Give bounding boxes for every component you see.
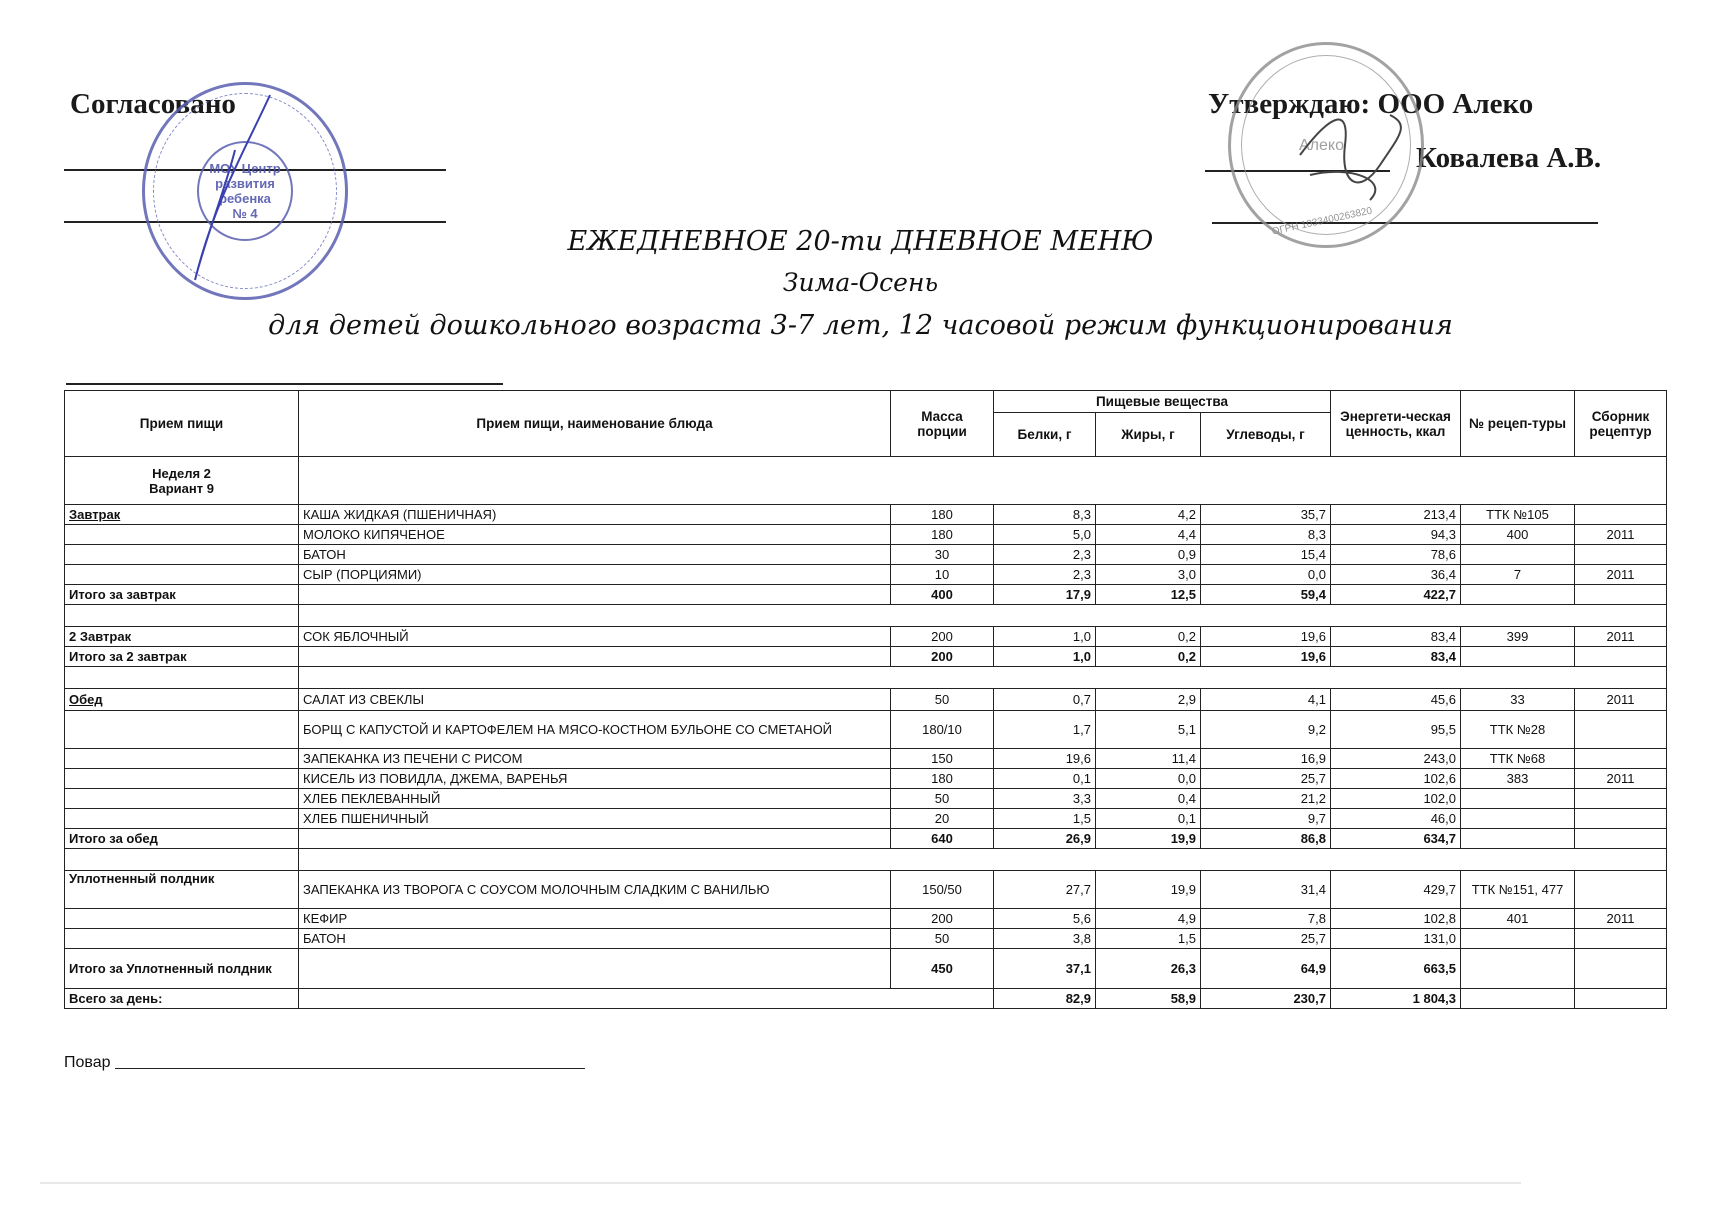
header-protein: Белки, г — [994, 413, 1096, 457]
meal-name: Обед — [65, 689, 299, 711]
subtotal-fat: 0,2 — [1096, 647, 1201, 667]
dish-energy: 429,7 — [1331, 871, 1461, 909]
dish-collection — [1575, 809, 1667, 829]
day-total-energy: 1 804,3 — [1331, 989, 1461, 1009]
dish-name: БАТОН — [299, 929, 891, 949]
meal-cell — [65, 769, 299, 789]
dish-row — [65, 565, 1667, 585]
dish-mass: 50 — [891, 789, 994, 809]
dish-protein: 1,7 — [994, 711, 1096, 749]
meal-cell — [65, 809, 299, 829]
subtotal-carbs: 86,8 — [1201, 829, 1331, 849]
dish-fat: 0,9 — [1096, 545, 1201, 565]
dish-recipe-no: 399 — [1461, 627, 1575, 647]
empty-cell — [1461, 949, 1575, 989]
header-collection: Сборник рецептур — [1575, 391, 1667, 457]
day-total-label: Всего за день: — [65, 989, 299, 1009]
subtotal-energy: 634,7 — [1331, 829, 1461, 849]
dish-mass: 200 — [891, 627, 994, 647]
dish-carbs: 25,7 — [1201, 769, 1331, 789]
dish-row — [65, 769, 1667, 789]
dish-recipe-no: 400 — [1461, 525, 1575, 545]
dish-energy: 45,6 — [1331, 689, 1461, 711]
header-carbs: Углеводы, г — [1201, 413, 1331, 457]
dish-protein: 27,7 — [994, 871, 1096, 909]
empty-cell — [299, 949, 891, 989]
dish-carbs: 35,7 — [1201, 505, 1331, 525]
dish-energy: 102,8 — [1331, 909, 1461, 929]
cook-signature — [64, 1054, 585, 1072]
menu-table — [64, 390, 1667, 1009]
header-fat: Жиры, г — [1096, 413, 1201, 457]
dish-collection — [1575, 789, 1667, 809]
spacer-row — [65, 605, 1667, 627]
empty-cell — [1575, 829, 1667, 849]
dish-protein: 5,6 — [994, 909, 1096, 929]
dish-name: СЫР (ПОРЦИЯМИ) — [299, 565, 891, 585]
empty-cell — [1461, 989, 1575, 1009]
dish-protein: 1,0 — [994, 627, 1096, 647]
dish-name: СОК ЯБЛОЧНЫЙ — [299, 627, 891, 647]
dish-collection — [1575, 929, 1667, 949]
dish-name: ХЛЕБ ПШЕНИЧНЫЙ — [299, 809, 891, 829]
dish-collection: 2011 — [1575, 627, 1667, 647]
dish-name: КЕФИР — [299, 909, 891, 929]
agreed-label: Согласовано — [70, 88, 236, 120]
dish-carbs: 4,1 — [1201, 689, 1331, 711]
subtotal-row — [65, 829, 1667, 849]
day-total-carbs: 230,7 — [1201, 989, 1331, 1009]
dish-collection: 2011 — [1575, 525, 1667, 545]
meal-cell — [65, 525, 299, 545]
divider — [66, 383, 503, 385]
dish-collection: 2011 — [1575, 769, 1667, 789]
empty-cell — [299, 585, 891, 605]
subtotal-mass: 450 — [891, 949, 994, 989]
audience-subtitle: для детей дошкольного возраста 3-7 лет, 12 часовой режим функционирования — [268, 310, 1453, 341]
dish-recipe-no: ТТК №68 — [1461, 749, 1575, 769]
subtotal-carbs: 19,6 — [1201, 647, 1331, 667]
subtotal-row — [65, 585, 1667, 605]
approver-name: Ковалева А.В. — [1416, 142, 1602, 174]
dish-carbs: 15,4 — [1201, 545, 1331, 565]
subtotal-fat: 26,3 — [1096, 949, 1201, 989]
dish-row — [65, 505, 1667, 525]
approve-label: Утверждаю: ООО Алеко — [1208, 88, 1534, 120]
meal-cell — [65, 545, 299, 565]
stamp-line: развития ребенка — [215, 176, 275, 206]
dish-collection — [1575, 545, 1667, 565]
empty-cell — [299, 647, 891, 667]
dish-row — [65, 749, 1667, 769]
empty-cell — [1461, 585, 1575, 605]
dish-carbs: 21,2 — [1201, 789, 1331, 809]
dish-mass: 50 — [891, 689, 994, 711]
dish-carbs: 16,9 — [1201, 749, 1331, 769]
dish-collection: 2011 — [1575, 689, 1667, 711]
header-meal: Прием пищи — [65, 391, 299, 457]
dish-protein: 1,5 — [994, 809, 1096, 829]
empty-cell — [65, 605, 299, 627]
dish-name: БОРЩ С КАПУСТОЙ И КАРТОФЕЛЕМ НА МЯСО-КОСТНОМ БУЛЬОНЕ СО СМЕТАНОЙ — [299, 711, 891, 749]
dish-recipe-no — [1461, 545, 1575, 565]
dish-protein: 0,7 — [994, 689, 1096, 711]
dish-energy: 213,4 — [1331, 505, 1461, 525]
spacer-row — [65, 667, 1667, 689]
empty-cell — [65, 849, 299, 871]
dish-fat: 5,1 — [1096, 711, 1201, 749]
dish-carbs: 19,6 — [1201, 627, 1331, 647]
meal-name: Уплотненный полдник — [65, 871, 299, 909]
dish-energy: 94,3 — [1331, 525, 1461, 545]
subtotal-protein: 17,9 — [994, 585, 1096, 605]
dish-fat: 11,4 — [1096, 749, 1201, 769]
empty-cell — [1575, 585, 1667, 605]
dish-mass: 30 — [891, 545, 994, 565]
empty-cell — [299, 605, 1667, 627]
dish-carbs: 31,4 — [1201, 871, 1331, 909]
header-energy: Энергети-ческая ценность, ккал — [1331, 391, 1461, 457]
dish-row — [65, 711, 1667, 749]
dish-fat: 4,2 — [1096, 505, 1201, 525]
dish-protein: 3,3 — [994, 789, 1096, 809]
stamp-ogrn: ОГРН 1033400263820 — [1270, 205, 1374, 238]
dish-recipe-no: ТТК №151, 477 — [1461, 871, 1575, 909]
subtotal-energy: 422,7 — [1331, 585, 1461, 605]
subtotal-protein: 26,9 — [994, 829, 1096, 849]
dish-protein: 2,3 — [994, 545, 1096, 565]
subtotal-carbs: 59,4 — [1201, 585, 1331, 605]
meal-cell — [65, 929, 299, 949]
subtotal-mass: 640 — [891, 829, 994, 849]
empty-cell — [1461, 829, 1575, 849]
dish-carbs: 8,3 — [1201, 525, 1331, 545]
empty-cell — [299, 667, 1667, 689]
dish-fat: 4,4 — [1096, 525, 1201, 545]
signature-right-icon — [1290, 95, 1420, 205]
dish-recipe-no: 7 — [1461, 565, 1575, 585]
subtotal-row — [65, 949, 1667, 989]
dish-mass: 180 — [891, 525, 994, 545]
dish-recipe-no — [1461, 789, 1575, 809]
dish-carbs: 25,7 — [1201, 929, 1331, 949]
dish-mass: 180 — [891, 505, 994, 525]
dish-name: ЗАПЕКАНКА ИЗ ТВОРОГА С СОУСОМ МОЛОЧНЫМ СЛАДКИМ С ВАНИЛЬЮ — [299, 871, 891, 909]
dish-recipe-no — [1461, 809, 1575, 829]
subtotal-fat: 19,9 — [1096, 829, 1201, 849]
dish-collection — [1575, 871, 1667, 909]
dish-row — [65, 689, 1667, 711]
dish-collection — [1575, 505, 1667, 525]
subtotal-mass: 400 — [891, 585, 994, 605]
dish-name: ЗАПЕКАНКА ИЗ ПЕЧЕНИ С РИСОМ — [299, 749, 891, 769]
header-recipe-no: № рецеп-туры — [1461, 391, 1575, 457]
dish-mass: 20 — [891, 809, 994, 829]
subtotal-energy: 83,4 — [1331, 647, 1461, 667]
dish-fat: 1,5 — [1096, 929, 1201, 949]
subtotal-protein: 1,0 — [994, 647, 1096, 667]
empty-cell — [299, 457, 1667, 505]
subtotal-label: Итого за 2 завтрак — [65, 647, 299, 667]
signature-left-icon — [175, 90, 285, 290]
day-total-fat: 58,9 — [1096, 989, 1201, 1009]
stamp-line: МОУ Центр — [209, 161, 281, 176]
dish-row — [65, 871, 1667, 909]
subtotal-row — [65, 647, 1667, 667]
meal-cell — [65, 749, 299, 769]
dish-mass: 150/50 — [891, 871, 994, 909]
dish-energy: 131,0 — [1331, 929, 1461, 949]
dish-name: БАТОН — [299, 545, 891, 565]
dish-fat: 4,9 — [1096, 909, 1201, 929]
week-row — [65, 457, 1667, 505]
subtotal-label: Итого за завтрак — [65, 585, 299, 605]
dish-carbs: 9,7 — [1201, 809, 1331, 829]
dish-protein: 2,3 — [994, 565, 1096, 585]
dish-mass: 180/10 — [891, 711, 994, 749]
subtotal-label: Итого за обед — [65, 829, 299, 849]
empty-cell — [1575, 989, 1667, 1009]
season-title: Зима-Осень — [782, 268, 939, 297]
dish-recipe-no: 401 — [1461, 909, 1575, 929]
dish-energy: 83,4 — [1331, 627, 1461, 647]
empty-cell — [299, 989, 994, 1009]
meal-cell — [65, 565, 299, 585]
dish-fat: 0,4 — [1096, 789, 1201, 809]
dish-protein: 3,8 — [994, 929, 1096, 949]
day-total-protein: 82,9 — [994, 989, 1096, 1009]
meal-name: 2 Завтрак — [65, 627, 299, 647]
dish-fat: 3,0 — [1096, 565, 1201, 585]
dish-energy: 36,4 — [1331, 565, 1461, 585]
dish-fat: 0,2 — [1096, 627, 1201, 647]
dish-mass: 180 — [891, 769, 994, 789]
dish-energy: 243,0 — [1331, 749, 1461, 769]
stamp-line: № 4 — [232, 206, 258, 221]
subtotal-protein: 37,1 — [994, 949, 1096, 989]
dish-name: ХЛЕБ ПЕКЛЕВАННЫЙ — [299, 789, 891, 809]
spacer-row — [65, 849, 1667, 871]
dish-energy: 102,6 — [1331, 769, 1461, 789]
meal-cell — [65, 711, 299, 749]
dish-recipe-no: 383 — [1461, 769, 1575, 789]
dish-mass: 200 — [891, 909, 994, 929]
header-nutrients: Пищевые вещества — [994, 391, 1331, 413]
document-title: ЕЖЕДНЕВНОЕ 20-ти ДНЕВНОЕ МЕНЮ — [567, 226, 1154, 257]
empty-cell — [299, 829, 891, 849]
dish-recipe-no: ТТК №28 — [1461, 711, 1575, 749]
dish-mass: 10 — [891, 565, 994, 585]
dish-fat: 0,0 — [1096, 769, 1201, 789]
dish-row — [65, 545, 1667, 565]
dish-protein: 0,1 — [994, 769, 1096, 789]
dish-row — [65, 909, 1667, 929]
dish-row — [65, 929, 1667, 949]
dish-collection: 2011 — [1575, 565, 1667, 585]
header-mass: Масса порции — [891, 391, 994, 457]
day-total-row — [65, 989, 1667, 1009]
header-dish: Прием пищи, наименование блюда — [299, 391, 891, 457]
dish-name: МОЛОКО КИПЯЧЕНОЕ — [299, 525, 891, 545]
stamp-center-text: Алеко — [1299, 137, 1344, 154]
empty-cell — [65, 667, 299, 689]
subtotal-carbs: 64,9 — [1201, 949, 1331, 989]
week-variant-cell — [65, 457, 299, 505]
dish-protein: 19,6 — [994, 749, 1096, 769]
dish-mass: 50 — [891, 929, 994, 949]
dish-name: КАША ЖИДКАЯ (ПШЕНИЧНАЯ) — [299, 505, 891, 525]
dish-protein: 5,0 — [994, 525, 1096, 545]
dish-carbs: 7,8 — [1201, 909, 1331, 929]
dish-row — [65, 809, 1667, 829]
cook-label: Повар — [64, 1054, 111, 1071]
variant-label: Вариант 9 — [149, 480, 214, 496]
dish-energy: 46,0 — [1331, 809, 1461, 829]
dish-recipe-no: ТТК №105 — [1461, 505, 1575, 525]
subtotal-mass: 200 — [891, 647, 994, 667]
empty-cell — [299, 849, 1667, 871]
dish-fat: 19,9 — [1096, 871, 1201, 909]
empty-cell — [1575, 949, 1667, 989]
dish-fat: 0,1 — [1096, 809, 1201, 829]
dish-row — [65, 789, 1667, 809]
dish-recipe-no — [1461, 929, 1575, 949]
dish-carbs: 0,0 — [1201, 565, 1331, 585]
dish-collection — [1575, 749, 1667, 769]
dish-fat: 2,9 — [1096, 689, 1201, 711]
meal-cell — [65, 789, 299, 809]
dish-recipe-no: 33 — [1461, 689, 1575, 711]
dish-row — [65, 525, 1667, 545]
subtotal-label: Итого за Уплотненный полдник — [65, 949, 299, 989]
dish-energy: 78,6 — [1331, 545, 1461, 565]
meal-name: Завтрак — [65, 505, 299, 525]
week-label: Неделя 2 — [152, 465, 211, 481]
dish-energy: 95,5 — [1331, 711, 1461, 749]
subtotal-energy: 663,5 — [1331, 949, 1461, 989]
subtotal-fat: 12,5 — [1096, 585, 1201, 605]
dish-energy: 102,0 — [1331, 789, 1461, 809]
dish-carbs: 9,2 — [1201, 711, 1331, 749]
cook-signature-line — [115, 1068, 585, 1069]
empty-cell — [1575, 647, 1667, 667]
dish-collection: 2011 — [1575, 909, 1667, 929]
meal-cell — [65, 909, 299, 929]
scan-artifact — [40, 1182, 1521, 1184]
dish-row — [65, 627, 1667, 647]
dish-protein: 8,3 — [994, 505, 1096, 525]
dish-name: КИСЕЛЬ ИЗ ПОВИДЛА, ДЖЕМА, ВАРЕНЬЯ — [299, 769, 891, 789]
dish-name: САЛАТ ИЗ СВЕКЛЫ — [299, 689, 891, 711]
dish-collection — [1575, 711, 1667, 749]
empty-cell — [1461, 647, 1575, 667]
dish-mass: 150 — [891, 749, 994, 769]
